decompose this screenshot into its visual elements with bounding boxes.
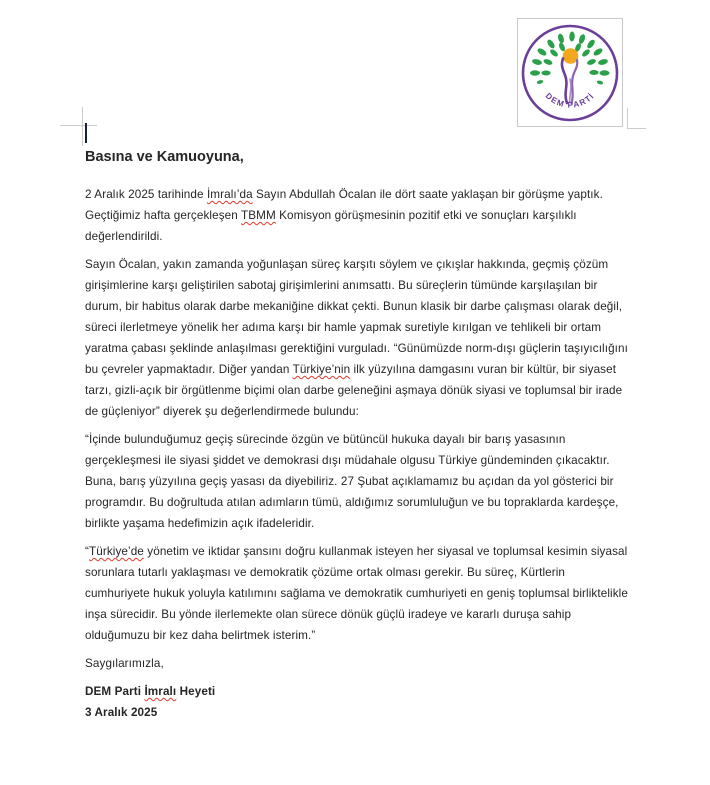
paragraph: DEM Parti İmralı Heyeti [85,685,216,698]
document-title: Basına ve Kamuoyuna, [85,149,244,165]
misspelled-word: İmralı’da [206,188,253,201]
misspelled-word: İmralı [144,685,177,698]
paragraph: “İçinde bulunduğumuz geçiş sürecinde özgün ve bütüncül hukuka dayalı bir barış yasasının gerçekleşmesi ile siyasi şiddet ve demokrasi dışı müdahale olgusu Türkiye gündeminden çıkacaktır. Buna, barış yüzyılına geçiş yasası da diyebiliriz. 27 Şubat açıklamamız bu açıdan da yol gösterici bir programdır. Bu doğrultuda atılan adımların tümü, aldığımız sorumluluğun ve bu topraklarda kardeşçe, birlikte yaşama hedefimizin açık ifadeleridir. [85,433,619,530]
misspelled-word: Türkiye’de [89,545,144,558]
paragraphs-container [85,184,630,723]
misspelled-word: TBMM [241,209,276,222]
party-logo [517,18,623,127]
dem-parti-logo-icon [520,22,620,124]
paragraph: 2 Aralık 2025 tarihinde İmralı’da Sayın Abdullah Öcalan ile dört saate yaklaşan bir görüşme yaptık. Geçtiğimiz hafta gerçekleşen TBMM Komisyon görüşmesinin pozitif etki ve sonuçları karşılıklı değerlendirildi. [85,188,603,243]
crop-mark-top-right-horizontal [627,128,646,129]
paragraph: “Türkiye’de yönetim ve iktidar şansını doğru kullanmak isteyen her siyasal ve toplumsal kesimin siyasal sorunlara tutarlı yaklaşması ve demokratik çözüme ortak olması gerekir. Bu süreç, Kürtlerin cumhuriyete hukuk yoluyla katılımını sağlama ve demokratik cumhuriyeti en geniş toplumsal birliktelikle inşa sürecidir. Bu yönde ilerlemekte olan sürece dönük güçlü iradeye ve kararlı duruşa sahip olduğumuzu bir kez daha belirtmek isterim.” [85,545,628,642]
paragraph: Sayın Öcalan, yakın zamanda yoğunlaşan süreç karşıtı söylem ve çıkışlar hakkında, geçmiş çözüm girişimlerine karşı geliştirilen sabotaj girişimlerini anımsattı. Bu süreçlerin tümünde karşılaşılan bir durum, bir habitus olarak darbe mekaniğine dikkat çekti. Bunun klasik bir darbe çalışması olarak değil, süreci ilerletmeye yönelik her adıma karşı bir hamle yapmak suretiyle kırılgan ve tehlikeli bir ortam yaratma çabası şeklinde anlaşılması gerektiğini vurguladı. “Günümüzde norm-dışı güçlerin taşıyıcılığını bu çevreler yapmaktadır. Diğer yandan Türkiye’nin ilk yüzyılına damgasını vuran bir kültür, bir siyaset tarzı, gizli-açık bir örgütlenme biçimi olan darbe geleneğini aşmaya dönük siyasi ve toplumsal bir irade de güçleniyor” diyerek şu değerlendirmede bulundu: [85,258,628,418]
paragraph: Saygılarımızla, [85,657,164,670]
crop-mark-top-left-vertical [82,107,83,146]
logo-text: DEM PARTİ [543,90,597,110]
crop-mark-top-left-horizontal [60,125,97,126]
document-body[interactable] [85,146,630,730]
misspelled-word: Türkiye’nin [292,363,351,376]
text-cursor[interactable] [85,123,87,143]
paragraph: 3 Aralık 2025 [85,706,158,719]
crop-mark-top-right-vertical [627,108,628,129]
logo-sun-icon [563,48,579,64]
